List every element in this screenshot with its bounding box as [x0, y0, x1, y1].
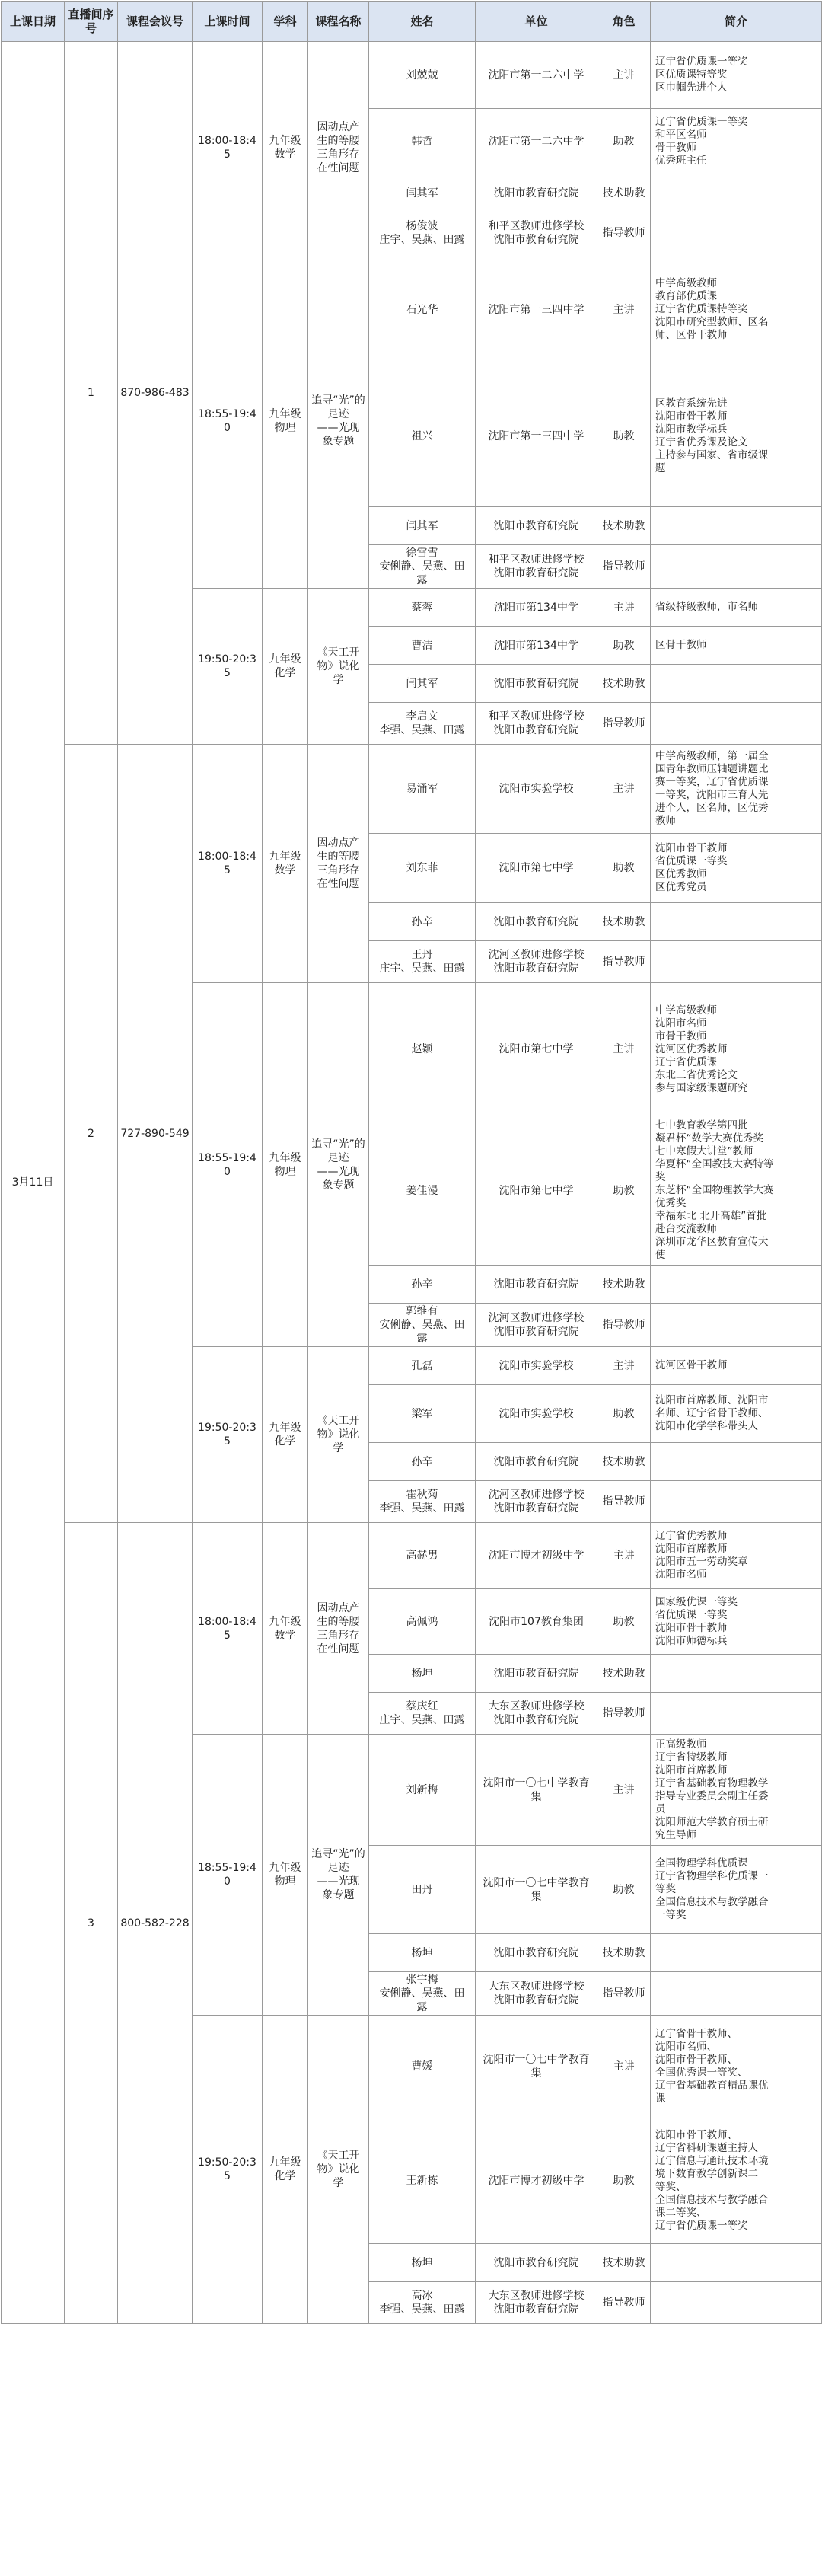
teacher-name-cell: 蔡庆红 庄宇、吴燕、田露	[369, 1693, 476, 1735]
unit-cell: 沈阳市教育研究院	[476, 665, 597, 703]
unit-cell: 沈阳市第一二六中学	[476, 109, 597, 174]
teacher-name-cell: 王新栋	[369, 2118, 476, 2244]
role-cell: 指导教师	[597, 941, 651, 983]
schedule-table	[1, 1, 822, 2324]
role-cell: 技术助教	[597, 665, 651, 703]
subject-cell: 九年级 物理	[263, 254, 308, 589]
intro-cell	[651, 1304, 822, 1347]
teacher-name-cell: 姜佳漫	[369, 1116, 476, 1266]
unit-cell: 沈阳市第七中学	[476, 1116, 597, 1266]
meeting-code-cell: 727-890-549	[118, 745, 193, 1523]
teacher-name-cell: 刘兢兢	[369, 42, 476, 109]
date-cell: 3月11日	[2, 42, 65, 2324]
role-cell: 助教	[597, 834, 651, 903]
time-cell: 18:55-19:40	[193, 254, 263, 589]
role-cell: 技术助教	[597, 1655, 651, 1693]
role-cell: 助教	[597, 109, 651, 174]
role-cell: 指导教师	[597, 703, 651, 745]
teacher-name-cell: 梁军	[369, 1385, 476, 1443]
teacher-name-cell: 刘新梅	[369, 1735, 476, 1846]
unit-cell: 沈阳市实验学校	[476, 1347, 597, 1385]
role-cell: 技术助教	[597, 2244, 651, 2282]
unit-cell: 大东区教师进修学校 沈阳市教育研究院	[476, 1972, 597, 2016]
header-course: 课程名称	[308, 2, 369, 42]
time-cell: 18:00-18:45	[193, 42, 263, 254]
role-cell: 技术助教	[597, 1443, 651, 1481]
teacher-name-cell: 张宇梅 安俐静、吴燕、田 露	[369, 1972, 476, 2016]
meeting-code-cell: 870-986-483	[118, 42, 193, 745]
role-cell: 指导教师	[597, 1304, 651, 1347]
meeting-code-cell: 800-582-228	[118, 1523, 193, 2324]
course-name-cell: 因动点产 生的等腰 三角形存 在性问题	[308, 1523, 369, 1735]
unit-cell: 沈阳市教育研究院	[476, 1443, 597, 1481]
teacher-name-cell: 郭维有 安俐静、吴燕、田 露	[369, 1304, 476, 1347]
unit-cell: 沈阳市一〇七中学教育集	[476, 1846, 597, 1934]
teacher-name-cell: 孙辛	[369, 903, 476, 941]
unit-cell: 沈阳市107教育集团	[476, 1589, 597, 1655]
intro-cell	[651, 2244, 822, 2282]
role-cell: 助教	[597, 1846, 651, 1934]
teacher-name-cell: 孙辛	[369, 1443, 476, 1481]
unit-cell: 沈阳市教育研究院	[476, 1266, 597, 1304]
time-cell: 18:55-19:40	[193, 983, 263, 1347]
header-role: 角色	[597, 2, 651, 42]
intro-cell	[651, 212, 822, 254]
table-row	[2, 745, 822, 834]
header-subject: 学科	[263, 2, 308, 42]
unit-cell: 沈河区教师进修学校 沈阳市教育研究院	[476, 941, 597, 983]
intro-cell: 辽宁省优质课一等奖 和平区名师 骨干教师 优秀班主任	[651, 109, 822, 174]
table-row	[2, 1523, 822, 1589]
unit-cell: 沈阳市博才初级中学	[476, 1523, 597, 1589]
room-number-cell: 3	[65, 1523, 118, 2324]
intro-cell: 正高级教师 辽宁省特级教师 沈阳市首席教师 辽宁省基础教育物理教学 指导专业委员会副主任委 员 沈阳师范大学教育硕士研 究生导师	[651, 1735, 822, 1846]
role-cell: 指导教师	[597, 1481, 651, 1523]
intro-cell	[651, 1481, 822, 1523]
unit-cell: 沈阳市教育研究院	[476, 1655, 597, 1693]
role-cell: 主讲	[597, 254, 651, 365]
unit-cell: 沈阳市第134中学	[476, 627, 597, 665]
teacher-name-cell: 祖兴	[369, 365, 476, 507]
intro-cell: 中学高级教师，第一届全 国青年教师压轴题讲题比 赛一等奖，辽宁省优质课 一等奖，沈阳市三育人先 进个人，区名师，区优秀 教师	[651, 745, 822, 834]
unit-cell: 沈阳市教育研究院	[476, 507, 597, 545]
unit-cell: 沈阳市博才初级中学	[476, 2118, 597, 2244]
teacher-name-cell: 高冰 李强、吴燕、田露	[369, 2282, 476, 2324]
teacher-name-cell: 赵颖	[369, 983, 476, 1116]
intro-cell	[651, 545, 822, 589]
course-name-cell: 《天工开 物》说化 学	[308, 1347, 369, 1523]
subject-cell: 九年级 化学	[263, 1347, 308, 1523]
intro-cell	[651, 1655, 822, 1693]
role-cell: 主讲	[597, 983, 651, 1116]
teacher-name-cell: 易涌军	[369, 745, 476, 834]
unit-cell: 沈阳市教育研究院	[476, 903, 597, 941]
teacher-name-cell: 杨俊波 庄宇、吴燕、田露	[369, 212, 476, 254]
unit-cell: 沈阳市第七中学	[476, 834, 597, 903]
unit-cell: 沈阳市实验学校	[476, 745, 597, 834]
subject-cell: 九年级 数学	[263, 42, 308, 254]
role-cell: 主讲	[597, 589, 651, 627]
subject-cell: 九年级 物理	[263, 1735, 308, 2016]
teacher-name-cell: 杨坤	[369, 1655, 476, 1693]
intro-cell: 七中教育教学第四批 凝君杯“数学大赛优秀奖 七中寒假大讲堂”教师 华夏杯“全国教技大赛特等 奖 东芝杯“全国物理教学大赛 优秀奖 幸福东北 北开高雄”首批 赴台交流教师 深圳市龙华区教育宣传大 使	[651, 1116, 822, 1266]
teacher-name-cell: 王丹 庄宇、吴燕、田露	[369, 941, 476, 983]
intro-cell	[651, 2282, 822, 2324]
intro-cell: 沈河区骨干教师	[651, 1347, 822, 1385]
role-cell: 指导教师	[597, 2282, 651, 2324]
role-cell: 主讲	[597, 745, 651, 834]
intro-cell: 中学高级教师 教育部优质课 辽宁省优质课特等奖 沈阳市研究型教师、区名 师、区骨干教师	[651, 254, 822, 365]
subject-cell: 九年级 化学	[263, 2016, 308, 2324]
intro-cell: 省级特级教师，市名师	[651, 589, 822, 627]
header-room-no: 直播间序号	[65, 2, 118, 42]
subject-cell: 九年级 物理	[263, 983, 308, 1347]
intro-cell: 沈阳市骨干教师 省优质课一等奖 区优秀教师 区优秀党员	[651, 834, 822, 903]
unit-cell: 沈阳市第一三四中学	[476, 365, 597, 507]
intro-cell	[651, 1934, 822, 1972]
intro-cell	[651, 507, 822, 545]
header-time: 上课时间	[193, 2, 263, 42]
role-cell: 助教	[597, 627, 651, 665]
teacher-name-cell: 徐雪雪 安俐静、吴燕、田 露	[369, 545, 476, 589]
teacher-name-cell: 霍秋菊 李强、吴燕、田露	[369, 1481, 476, 1523]
teacher-name-cell: 闫其军	[369, 507, 476, 545]
role-cell: 技术助教	[597, 1934, 651, 1972]
time-cell: 18:00-18:45	[193, 745, 263, 983]
teacher-name-cell: 刘东菲	[369, 834, 476, 903]
schedule-body	[2, 42, 822, 2324]
intro-cell	[651, 1693, 822, 1735]
unit-cell: 沈阳市一〇七中学教育集	[476, 1735, 597, 1846]
role-cell: 助教	[597, 2118, 651, 2244]
intro-cell	[651, 1266, 822, 1304]
unit-cell: 沈阳市第七中学	[476, 983, 597, 1116]
teacher-name-cell: 曹洁	[369, 627, 476, 665]
header-row	[2, 2, 822, 42]
course-name-cell: 追寻“光”的 足迹 ——光现 象专题	[308, 254, 369, 589]
role-cell: 助教	[597, 1589, 651, 1655]
unit-cell: 大东区教师进修学校 沈阳市教育研究院	[476, 2282, 597, 2324]
room-number-cell: 2	[65, 745, 118, 1523]
intro-cell	[651, 1443, 822, 1481]
intro-cell: 辽宁省优质课一等奖 区优质课特等奖 区巾帼先进个人	[651, 42, 822, 109]
intro-cell: 全国物理学科优质课 辽宁省物理学科优质课一 等奖 全国信息技术与教学融合 一等奖	[651, 1846, 822, 1934]
unit-cell: 沈阳市教育研究院	[476, 174, 597, 212]
role-cell: 助教	[597, 365, 651, 507]
subject-cell: 九年级 数学	[263, 1523, 308, 1735]
header-meeting-code: 课程会议号	[118, 2, 193, 42]
course-name-cell: 因动点产 生的等腰 三角形存 在性问题	[308, 745, 369, 983]
header-date: 上课日期	[2, 2, 65, 42]
role-cell: 技术助教	[597, 1266, 651, 1304]
intro-cell: 国家级优课一等奖 省优质课一等奖 沈阳市骨干教师 沈阳市师德标兵	[651, 1589, 822, 1655]
unit-cell: 沈阳市第一二六中学	[476, 42, 597, 109]
course-name-cell: 因动点产 生的等腰 三角形存 在性问题	[308, 42, 369, 254]
intro-cell: 区骨干教师	[651, 627, 822, 665]
role-cell: 主讲	[597, 1735, 651, 1846]
header-unit: 单位	[476, 2, 597, 42]
role-cell: 技术助教	[597, 174, 651, 212]
intro-cell: 辽宁省优秀教师 沈阳市首席教师 沈阳市五一劳动奖章 沈阳市名师	[651, 1523, 822, 1589]
role-cell: 技术助教	[597, 903, 651, 941]
unit-cell: 和平区教师进修学校 沈阳市教育研究院	[476, 212, 597, 254]
unit-cell: 大东区教师进修学校 沈阳市教育研究院	[476, 1693, 597, 1735]
room-number-cell: 1	[65, 42, 118, 745]
role-cell: 指导教师	[597, 545, 651, 589]
unit-cell: 沈阳市一〇七中学教育集	[476, 2016, 597, 2118]
role-cell: 主讲	[597, 1523, 651, 1589]
unit-cell: 沈阳市第134中学	[476, 589, 597, 627]
time-cell: 19:50-20:35	[193, 2016, 263, 2324]
time-cell: 19:50-20:35	[193, 1347, 263, 1523]
role-cell: 主讲	[597, 1347, 651, 1385]
unit-cell: 和平区教师进修学校 沈阳市教育研究院	[476, 703, 597, 745]
intro-cell: 区教育系统先进 沈阳市骨干教师 沈阳市教学标兵 辽宁省优秀课及论文 主持参与国家、省市级课 题	[651, 365, 822, 507]
teacher-name-cell: 孙辛	[369, 1266, 476, 1304]
teacher-name-cell: 田丹	[369, 1846, 476, 1934]
intro-cell	[651, 665, 822, 703]
table-row	[2, 42, 822, 109]
intro-cell: 沈阳市骨干教师、 辽宁省科研课题主持人 辽宁信息与通讯技术环境 境下数育教学创新课二 等奖、 全国信息技术与教学融合 课二等奖、 辽宁省优质课一等奖	[651, 2118, 822, 2244]
teacher-name-cell: 李启文 李强、吴燕、田露	[369, 703, 476, 745]
unit-cell: 沈河区教师进修学校 沈阳市教育研究院	[476, 1304, 597, 1347]
header-intro: 简介	[651, 2, 822, 42]
unit-cell: 和平区教师进修学校 沈阳市教育研究院	[476, 545, 597, 589]
subject-cell: 九年级 化学	[263, 589, 308, 745]
time-cell: 19:50-20:35	[193, 589, 263, 745]
teacher-name-cell: 高赫男	[369, 1523, 476, 1589]
course-name-cell: 追寻“光”的 足迹 ——光现 象专题	[308, 1735, 369, 2016]
teacher-name-cell: 闫其军	[369, 174, 476, 212]
intro-cell	[651, 703, 822, 745]
unit-cell: 沈阳市实验学校	[476, 1385, 597, 1443]
role-cell: 指导教师	[597, 1693, 651, 1735]
role-cell: 指导教师	[597, 1972, 651, 2016]
teacher-name-cell: 韩哲	[369, 109, 476, 174]
teacher-name-cell: 孔磊	[369, 1347, 476, 1385]
teacher-name-cell: 杨坤	[369, 1934, 476, 1972]
intro-cell	[651, 1972, 822, 2016]
teacher-name-cell: 闫其军	[369, 665, 476, 703]
teacher-name-cell: 曹媛	[369, 2016, 476, 2118]
header-name: 姓名	[369, 2, 476, 42]
intro-cell	[651, 174, 822, 212]
time-cell: 18:00-18:45	[193, 1523, 263, 1735]
unit-cell: 沈阳市教育研究院	[476, 2244, 597, 2282]
intro-cell: 沈阳市首席教师、沈阳市 名师、辽宁省骨干教师、 沈阳市化学学科带头人	[651, 1385, 822, 1443]
course-name-cell: 《天工开 物》说化 学	[308, 2016, 369, 2324]
course-name-cell: 追寻“光”的 足迹 ——光现 象专题	[308, 983, 369, 1347]
intro-cell	[651, 941, 822, 983]
teacher-name-cell: 杨坤	[369, 2244, 476, 2282]
role-cell: 主讲	[597, 42, 651, 109]
teacher-name-cell: 高佩鸿	[369, 1589, 476, 1655]
intro-cell: 辽宁省骨干教师、 沈阳市名师、 沈阳市骨干教师、 全国优秀课一等奖、 辽宁省基础教育精品课优 课	[651, 2016, 822, 2118]
teacher-name-cell: 蔡蓉	[369, 589, 476, 627]
role-cell: 指导教师	[597, 212, 651, 254]
role-cell: 技术助教	[597, 507, 651, 545]
teacher-name-cell: 石光华	[369, 254, 476, 365]
unit-cell: 沈阳市教育研究院	[476, 1934, 597, 1972]
role-cell: 助教	[597, 1385, 651, 1443]
unit-cell: 沈阳市第一三四中学	[476, 254, 597, 365]
course-name-cell: 《天工开 物》说化 学	[308, 589, 369, 745]
subject-cell: 九年级 数学	[263, 745, 308, 983]
role-cell: 助教	[597, 1116, 651, 1266]
unit-cell: 沈河区教师进修学校 沈阳市教育研究院	[476, 1481, 597, 1523]
role-cell: 主讲	[597, 2016, 651, 2118]
intro-cell	[651, 903, 822, 941]
time-cell: 18:55-19:40	[193, 1735, 263, 2016]
intro-cell: 中学高级教师 沈阳市名师 市骨干教师 沈河区优秀教师 辽宁省优质课 东北三省优秀论文 参与国家级课题研究	[651, 983, 822, 1116]
